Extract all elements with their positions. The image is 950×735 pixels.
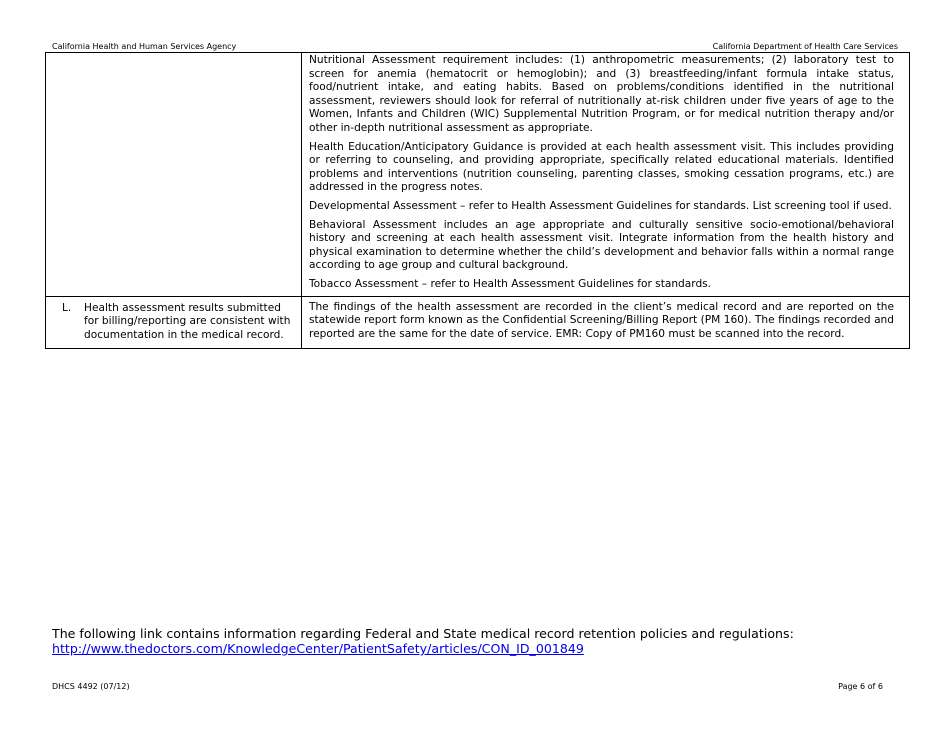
retention-policy-note [52, 626, 794, 656]
form-id: DHCS 4492 (07/12) [52, 682, 130, 691]
criterion-cell-empty [46, 53, 302, 297]
header-agency: California Health and Human Services Agency [52, 42, 237, 51]
findings-paragraph: The findings of the health assessment are recorded in the client’s medical record and are reported on the statewide report form known as the Confidential Screening/Billing Report (PM 160). The findings recorded and reported are the same for the date of service. EMR: Copy of PM160 must be scanned into the record. [309, 300, 894, 340]
developmental-assessment-paragraph: Developmental Assessment – refer to Health Assessment Guidelines for standards. List screening tool if used. [309, 199, 892, 212]
table-row [46, 296, 910, 349]
description-cell [302, 53, 910, 297]
health-education-paragraph: Health Education/Anticipatory Guidance is provided at each health assessment visit. This includes providing or referring to counseling, and providing appropriate, specifically related educational materials. Identified problems and interventions (nutrition counseling, parenting classes, smoking cessation programs, etc.) are addressed in the progress notes. [309, 140, 894, 194]
retention-policy-text: The following link contains information regarding Federal and State medical record retention policies and regulations: [52, 626, 794, 641]
header-department: California Department of Health Care Services [712, 42, 898, 51]
criterion-letter: L. [62, 301, 72, 314]
retention-policy-link[interactable]: http://www.thedoctors.com/KnowledgeCenter/PatientSafety/articles/CON_ID_001849 [52, 641, 584, 656]
behavioral-assessment-paragraph: Behavioral Assessment includes an age appropriate and culturally sensitive socio-emotional/behavioral history and screening at each health assessment visit. Integrate information from the health history and physical examination to determine whether the child’s development and behavior falls within a normal range according to age group and cultural background. [309, 218, 894, 272]
description-cell [302, 296, 910, 349]
criterion-text: Health assessment results submitted for billing/reporting are consistent with documentation in the medical record. [84, 301, 291, 341]
review-criteria-table [45, 52, 910, 349]
table-row [46, 53, 910, 297]
page-number: Page 6 of 6 [838, 682, 883, 691]
criterion-cell [46, 296, 302, 349]
nutritional-assessment-paragraph: Nutritional Assessment requirement includes: (1) anthropometric measurements; (2) laboratory test to screen for anemia (hematocrit or hemoglobin); and (3) breastfeeding/infant formula intake status, food/nutrient intake, and eating habits. Based on problems/conditions identified in the nutritional assessment, reviewers should look for referral of nutritionally at-risk children under five years of age to the Women, Infants and Children (WIC) Supplemental Nutrition Program, or for medical nutrition therapy and/or other in-depth nutritional assessment as appropriate. [309, 54, 894, 134]
tobacco-assessment-paragraph: Tobacco Assessment – refer to Health Assessment Guidelines for standards. [309, 277, 712, 290]
